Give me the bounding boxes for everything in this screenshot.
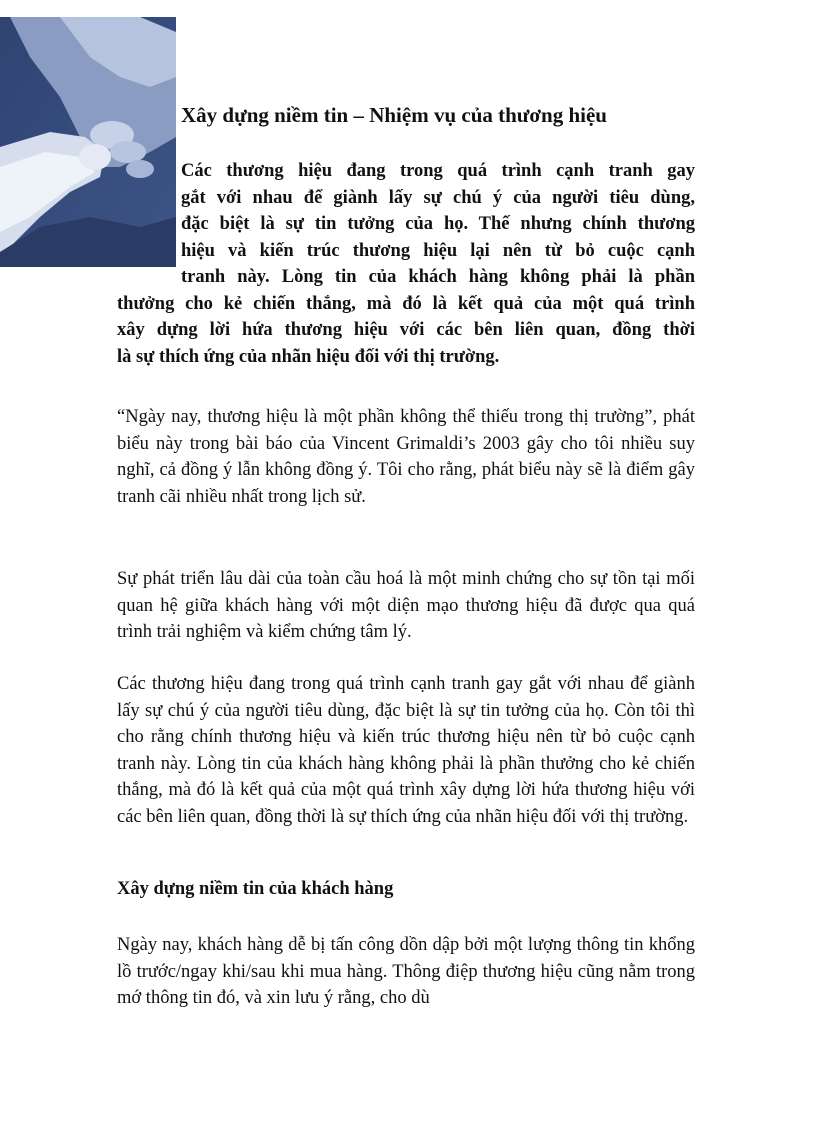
section-heading: Xây dựng niềm tin của khách hàng bbox=[117, 879, 394, 899]
lead-line: là sự thích ứng của nhãn hiệu đối với thị trường. bbox=[117, 346, 500, 367]
lead-line: thưởng cho kẻ chiến thắng, mà đó là kết quả của một quá trình bbox=[117, 293, 695, 314]
lead-line: tranh này. Lòng tin của khách hàng không phải là phần bbox=[181, 267, 695, 287]
lead-line: gắt với nhau để giành lấy sự chú ý của người tiêu dùng, bbox=[181, 187, 695, 208]
body-paragraph: Sự phát triển lâu dài của toàn cầu hoá là một minh chứng cho sự tồn tại mối quan hệ giữa khách hàng với một diện mạo thương hiệu đã được qua quá trình trải nghiệm và kiểm chứng tâm lý. bbox=[117, 569, 695, 642]
body-paragraph: Các thương hiệu đang trong quá trình cạnh tranh gay gắt với nhau để giành lấy sự chú ý của người tiêu dùng, đặc biệt là sự tin tưởng của họ. Còn tôi thì cho rằng chính thương hiệu và kiến trúc thương hiệu nên từ bỏ cuộc cạnh tranh này. Lòng tin của khách hàng không phải là phần thưởng cho kẻ chiến thắng, mà đó là kết quả của một quá trình xây dựng lời hứa thương hiệu với các bên liên quan, đồng thời là sự thích ứng của nhãn hiệu đối với thị trường. bbox=[117, 674, 695, 827]
body-paragraph: “Ngày nay, thương hiệu là một phần không thể thiếu trong thị trường”, phát biểu này trong bài báo của Vincent Grimaldi’s 2003 gây cho tôi nhiều suy nghĩ, cả đồng ý lẫn không đồng ý. Tôi cho rằng, phát biểu này sẽ là điểm gây tranh cãi nhiều nhất trong lịch sử. bbox=[117, 407, 695, 507]
article-title: Xây dựng niềm tin – Nhiệm vụ của thương hiệu bbox=[181, 103, 607, 127]
lead-line: Các thương hiệu đang trong quá trình cạnh tranh gay bbox=[181, 161, 695, 181]
lead-paragraph bbox=[117, 158, 695, 370]
body-paragraph: Ngày nay, khách hàng dễ bị tấn công dồn dập bởi một lượng thông tin khổng lồ trước/ngay khi/sau khi mua hàng. Thông điệp thương hiệu cũng nằm trong mớ thông tin đó, và xin lưu ý rằng, cho dù bbox=[117, 935, 695, 1008]
lead-line: hiệu và kiến trúc thương hiệu lại nên từ bỏ cuộc cạnh bbox=[181, 240, 695, 261]
lead-line: đặc biệt là sự tin tưởng của họ. Thế nhưng chính thương bbox=[181, 214, 695, 234]
lead-line: xây dựng lời hứa thương hiệu với các bên liên quan, đồng thời bbox=[117, 320, 695, 340]
